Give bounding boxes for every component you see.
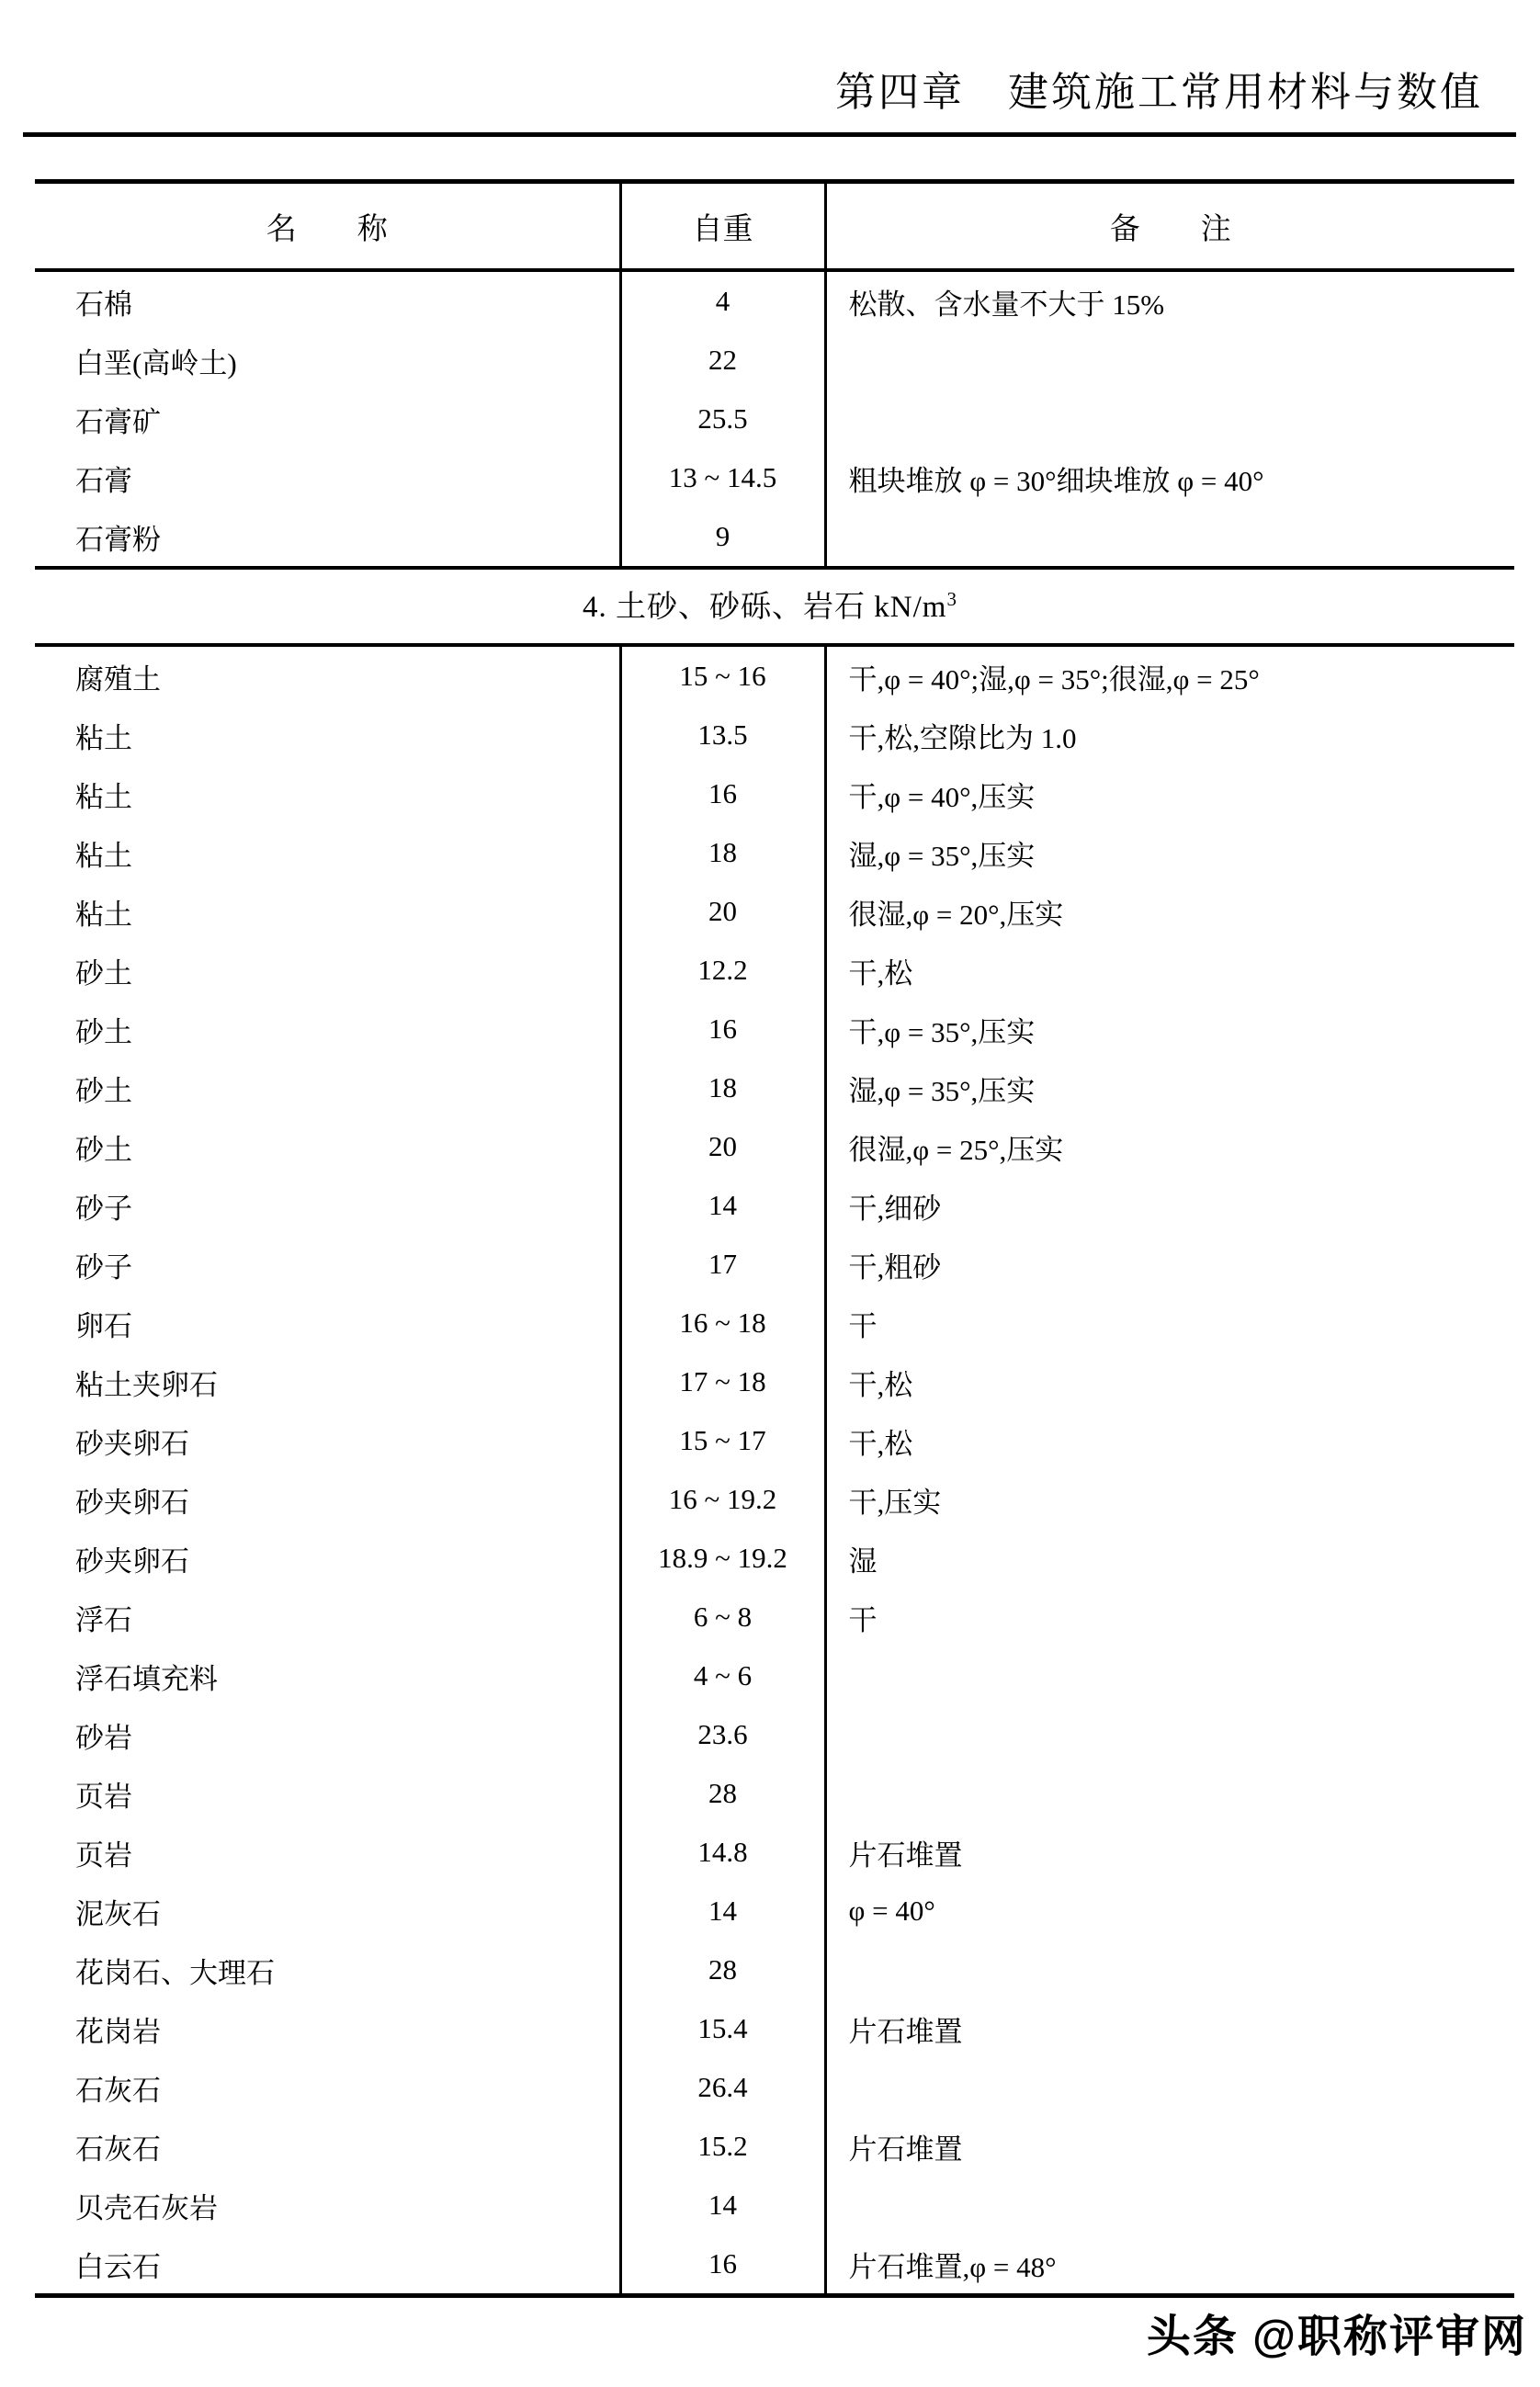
material-note: 湿,φ = 35°,压实 xyxy=(825,1058,1514,1117)
material-name: 粘土 xyxy=(75,898,132,931)
material-weight: 15 ~ 17 xyxy=(620,1411,825,1470)
material-weight: 15.2 xyxy=(620,2117,825,2176)
material-name: 砂子 xyxy=(75,1192,132,1225)
material-note xyxy=(825,331,1514,390)
material-note: 干,松,空隙比为 1.0 xyxy=(825,706,1514,764)
material-name: 砂夹卵石 xyxy=(75,1427,189,1460)
material-note xyxy=(825,2058,1514,2117)
material-weight: 15 ~ 16 xyxy=(620,645,825,706)
table-row xyxy=(35,1705,1514,1764)
material-name: 花岗岩 xyxy=(75,2015,161,2048)
material-name: 石棉 xyxy=(75,288,132,321)
table-row xyxy=(35,1999,1514,2058)
material-weight: 18 xyxy=(620,823,825,882)
table-body-main xyxy=(35,645,1514,2296)
table-row xyxy=(35,1235,1514,1294)
table-row xyxy=(35,823,1514,882)
material-weight: 15.4 xyxy=(620,1999,825,2058)
table-row xyxy=(35,2117,1514,2176)
table-row xyxy=(35,1176,1514,1235)
material-note xyxy=(825,1646,1514,1705)
material-note xyxy=(825,2176,1514,2234)
material-note: 片石堆置 xyxy=(825,1823,1514,1882)
material-name: 砂子 xyxy=(75,1250,132,1284)
material-weight: 28 xyxy=(620,1940,825,1999)
material-weight: 26.4 xyxy=(620,2058,825,2117)
material-name: 白云石 xyxy=(75,2250,161,2283)
material-weight: 18 xyxy=(620,1058,825,1117)
table-row xyxy=(35,2234,1514,2296)
material-note xyxy=(825,1940,1514,1999)
col-header-note: 备 注 xyxy=(825,182,1514,271)
material-note: 干 xyxy=(825,1588,1514,1646)
material-note xyxy=(825,390,1514,448)
table-row xyxy=(35,1882,1514,1940)
material-weight: 16 xyxy=(620,1000,825,1058)
table-row xyxy=(35,706,1514,764)
material-name: 砂夹卵石 xyxy=(75,1544,189,1578)
material-note: 干,松 xyxy=(825,941,1514,1000)
material-weight: 22 xyxy=(620,331,825,390)
table-row xyxy=(35,331,1514,390)
material-name: 石膏 xyxy=(75,464,132,497)
material-name: 页岩 xyxy=(75,1838,132,1872)
table-row xyxy=(35,1058,1514,1117)
material-name: 石灰石 xyxy=(75,2074,161,2107)
material-name: 泥灰石 xyxy=(75,1897,161,1930)
material-weight: 17 ~ 18 xyxy=(620,1352,825,1411)
materials-table-top xyxy=(35,179,1514,570)
table-body-top xyxy=(35,270,1514,568)
material-name: 粘土 xyxy=(75,839,132,872)
table-row xyxy=(35,270,1514,331)
material-name: 砂土 xyxy=(75,1074,132,1107)
material-weight: 16 ~ 18 xyxy=(620,1294,825,1352)
material-note: 粗块堆放 φ = 30°细块堆放 φ = 40° xyxy=(825,448,1514,507)
material-weight: 13.5 xyxy=(620,706,825,764)
table-row xyxy=(35,2176,1514,2234)
table-row xyxy=(35,2058,1514,2117)
material-name: 粘土 xyxy=(75,780,132,813)
watermark: 头条 @职称评审网 xyxy=(1146,2313,1527,2361)
table-row xyxy=(35,1411,1514,1470)
table-row xyxy=(35,1823,1514,1882)
material-note: 干,细砂 xyxy=(825,1176,1514,1235)
table-row xyxy=(35,1529,1514,1588)
material-name: 页岩 xyxy=(75,1780,132,1813)
material-weight: 20 xyxy=(620,1117,825,1176)
material-name: 卵石 xyxy=(75,1309,132,1342)
material-weight: 12.2 xyxy=(620,941,825,1000)
material-name: 石膏矿 xyxy=(75,405,161,438)
caption-superscript: 3 xyxy=(946,588,957,610)
material-note: 湿 xyxy=(825,1529,1514,1588)
table-row xyxy=(35,1117,1514,1176)
material-weight: 16 xyxy=(620,2234,825,2296)
table-header-row xyxy=(35,182,1514,271)
table-row xyxy=(35,645,1514,706)
title-rule xyxy=(23,132,1516,137)
material-note: φ = 40° xyxy=(825,1882,1514,1940)
table-row xyxy=(35,1940,1514,1999)
material-note: 很湿,φ = 20°,压实 xyxy=(825,882,1514,941)
material-weight: 25.5 xyxy=(620,390,825,448)
chapter-title: 第四章 建筑施工常用材料与数值 xyxy=(835,70,1483,115)
material-weight: 4 ~ 6 xyxy=(620,1646,825,1705)
material-note: 干 xyxy=(825,1294,1514,1352)
material-weight: 14 xyxy=(620,2176,825,2234)
material-weight: 23.6 xyxy=(620,1705,825,1764)
material-note: 松散、含水量不大于 15% xyxy=(825,270,1514,331)
material-note: 干,φ = 40°;湿,φ = 35°;很湿,φ = 25° xyxy=(825,645,1514,706)
material-name: 浮石填充料 xyxy=(75,1662,218,1695)
material-note: 很湿,φ = 25°,压实 xyxy=(825,1117,1514,1176)
col-header-name: 名 称 xyxy=(35,182,620,271)
table-row xyxy=(35,1352,1514,1411)
material-name: 白垩(高岭土) xyxy=(75,346,237,379)
material-name: 砂夹卵石 xyxy=(75,1486,189,1519)
material-note: 湿,φ = 35°,压实 xyxy=(825,823,1514,882)
material-weight: 14 xyxy=(620,1882,825,1940)
table-row xyxy=(35,507,1514,568)
table-row xyxy=(35,1764,1514,1823)
material-weight: 9 xyxy=(620,507,825,568)
section-caption xyxy=(0,571,1540,643)
material-name: 粘土夹卵石 xyxy=(75,1368,218,1401)
material-note: 干,粗砂 xyxy=(825,1235,1514,1294)
material-name: 砂土 xyxy=(75,956,132,990)
material-name: 贝壳石灰岩 xyxy=(75,2191,218,2224)
material-name: 粘土 xyxy=(75,721,132,754)
material-weight: 14.8 xyxy=(620,1823,825,1882)
section-caption-text: 4. 土砂、砂砾、岩石 kN/m xyxy=(583,591,947,624)
table-row xyxy=(35,448,1514,507)
table-row xyxy=(35,1000,1514,1058)
table-row xyxy=(35,882,1514,941)
material-weight: 16 ~ 19.2 xyxy=(620,1470,825,1529)
material-name: 腐殖土 xyxy=(75,662,161,696)
col-header-weight: 自重 xyxy=(620,182,825,271)
material-name: 石灰石 xyxy=(75,2132,161,2166)
material-note xyxy=(825,507,1514,568)
material-weight: 16 xyxy=(620,764,825,823)
material-note: 片石堆置 xyxy=(825,1999,1514,2058)
material-name: 砂土 xyxy=(75,1015,132,1048)
material-note: 片石堆置 xyxy=(825,2117,1514,2176)
material-weight: 18.9 ~ 19.2 xyxy=(620,1529,825,1588)
material-name: 砂土 xyxy=(75,1133,132,1166)
material-note: 干,松 xyxy=(825,1411,1514,1470)
material-note: 干,松 xyxy=(825,1352,1514,1411)
material-note: 干,压实 xyxy=(825,1470,1514,1529)
table-row xyxy=(35,1470,1514,1529)
table-row xyxy=(35,764,1514,823)
material-weight: 13 ~ 14.5 xyxy=(620,448,825,507)
table-row xyxy=(35,941,1514,1000)
material-weight: 17 xyxy=(620,1235,825,1294)
material-name: 石膏粉 xyxy=(75,523,161,556)
material-weight: 28 xyxy=(620,1764,825,1823)
material-note xyxy=(825,1764,1514,1823)
table-row xyxy=(35,1588,1514,1646)
material-weight: 6 ~ 8 xyxy=(620,1588,825,1646)
material-note: 干,φ = 40°,压实 xyxy=(825,764,1514,823)
material-weight: 4 xyxy=(620,270,825,331)
materials-table-main xyxy=(35,643,1514,2298)
material-name: 浮石 xyxy=(75,1603,132,1636)
material-weight: 14 xyxy=(620,1176,825,1235)
material-note: 片石堆置,φ = 48° xyxy=(825,2234,1514,2296)
table-row xyxy=(35,1294,1514,1352)
material-weight: 20 xyxy=(620,882,825,941)
material-note: 干,φ = 35°,压实 xyxy=(825,1000,1514,1058)
material-name: 花岗石、大理石 xyxy=(75,1956,275,1989)
material-note xyxy=(825,1705,1514,1764)
table-row xyxy=(35,1646,1514,1705)
table-row xyxy=(35,390,1514,448)
material-name: 砂岩 xyxy=(75,1721,132,1754)
